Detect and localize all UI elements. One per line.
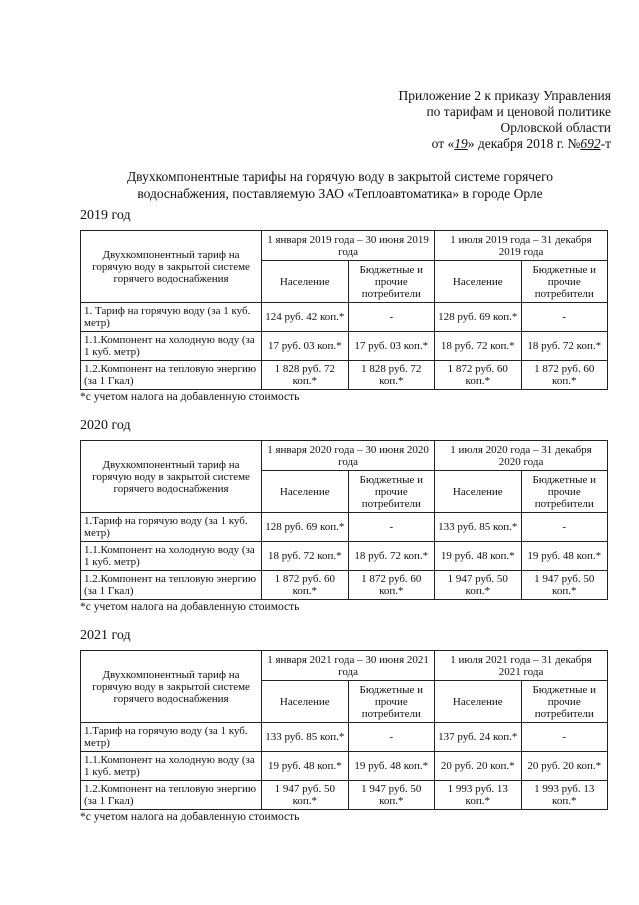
cell-value: 1 872 руб. 60 коп.*	[435, 361, 521, 390]
table-row	[81, 723, 608, 752]
table-row	[81, 781, 608, 810]
cell-value: 1 993 руб. 13 коп.*	[435, 781, 521, 810]
cell-value: 124 руб. 42 коп.*	[262, 303, 348, 332]
tariff-table	[80, 440, 608, 600]
cell-value: 19 руб. 48 коп.*	[521, 542, 608, 571]
vat-footnote: *с учетом налога на добавленную стоимость	[80, 391, 300, 403]
period-2-header: 1 июля 2021 года – 31 декабря 2021 года	[435, 651, 608, 681]
title-line-1: Двухкомпонентные тарифы на горячую воду в закрытой системе горячего	[126, 169, 554, 184]
budget-header: Бюджетные и прочие потребители	[348, 261, 434, 303]
budget-header: Бюджетные и прочие потребители	[521, 681, 608, 723]
table-row	[81, 752, 608, 781]
period-2-header: 1 июля 2019 года – 31 декабря 2019 года	[435, 231, 608, 261]
desc-header: Двухкомпонентный тариф на горячую воду в закрытой системе горячего водоснабжения	[81, 441, 262, 513]
table-row	[81, 542, 608, 571]
cell-value: 1 947 руб. 50 коп.*	[348, 781, 434, 810]
population-header: Население	[435, 261, 521, 303]
cell-value: 20 руб. 20 коп.*	[435, 752, 521, 781]
budget-header: Бюджетные и прочие потребители	[521, 261, 608, 303]
cell-value: 1 828 руб. 72 коп.*	[348, 361, 434, 390]
budget-header: Бюджетные и прочие потребители	[348, 681, 434, 723]
period-1-header: 1 января 2019 года – 30 июня 2019 года	[262, 231, 435, 261]
table-row	[81, 303, 608, 332]
population-header: Население	[262, 261, 348, 303]
appendix-line-2: по тарифам и ценовой политике	[426, 104, 611, 119]
cell-value: -	[521, 723, 608, 752]
row-label: 1.1.Компонент на холодную воду (за 1 куб. метр)	[81, 542, 262, 571]
table-row	[81, 361, 608, 390]
row-label: 1.2.Компонент на тепловую энергию (за 1 Гкал)	[81, 781, 262, 810]
appendix-date-line	[398, 136, 611, 152]
cell-value: 133 руб. 85 коп.*	[435, 513, 521, 542]
cell-value: -	[521, 303, 608, 332]
desc-header: Двухкомпонентный тариф на горячую воду в закрытой системе горячего водоснабжения	[81, 231, 262, 303]
row-label: 1.Тариф на горячую воду (за 1 куб. метр)	[81, 513, 262, 542]
table-row	[81, 571, 608, 600]
cell-value: 17 руб. 03 коп.*	[348, 332, 434, 361]
cell-value: 18 руб. 72 коп.*	[262, 542, 348, 571]
budget-header: Бюджетные и прочие потребители	[521, 471, 608, 513]
cell-value: 19 руб. 48 коп.*	[262, 752, 348, 781]
order-number-handwritten: 692	[580, 136, 601, 151]
population-header: Население	[435, 471, 521, 513]
cell-value: 1 947 руб. 50 коп.*	[435, 571, 521, 600]
row-label: 1.2.Компонент на тепловую энергию (за 1 Гкал)	[81, 361, 262, 390]
population-header: Население	[262, 681, 348, 723]
date-day-handwritten: 19	[454, 136, 468, 151]
period-2-header: 1 июля 2020 года – 31 декабря 2020 года	[435, 441, 608, 471]
budget-header: Бюджетные и прочие потребители	[348, 471, 434, 513]
year-block-2019	[80, 208, 610, 404]
cell-value: 1 872 руб. 60 коп.*	[521, 361, 608, 390]
cell-value: 17 руб. 03 коп.*	[262, 332, 348, 361]
cell-value: 18 руб. 72 коп.*	[435, 332, 521, 361]
year-block-2021	[80, 628, 610, 824]
table-row	[81, 332, 608, 361]
document-title	[90, 168, 590, 202]
appendix-line-3: Орловской области	[500, 120, 611, 135]
population-header: Население	[435, 681, 521, 723]
appendix-line-1: Приложение 2 к приказу Управления	[398, 88, 611, 103]
cell-value: 19 руб. 48 коп.*	[435, 542, 521, 571]
cell-value: -	[348, 303, 434, 332]
appendix-header	[398, 88, 611, 152]
title-line-2: водоснабжения, поставляемую ЗАО «Теплоавтоматика» в городе Орле	[137, 186, 543, 201]
row-label: 1.2.Компонент на тепловую энергию (за 1 Гкал)	[81, 571, 262, 600]
period-1-header: 1 января 2020 года – 30 июня 2020 года	[262, 441, 435, 471]
row-label: 1. Тариф на горячую воду (за 1 куб. метр)	[81, 303, 262, 332]
cell-value: 1 993 руб. 13 коп.*	[521, 781, 608, 810]
cell-value: 19 руб. 48 коп.*	[348, 752, 434, 781]
cell-value: 1 947 руб. 50 коп.*	[262, 781, 348, 810]
year-block-2020	[80, 418, 610, 614]
vat-footnote: *с учетом налога на добавленную стоимость	[80, 811, 300, 823]
period-1-header: 1 января 2021 года – 30 июня 2021 года	[262, 651, 435, 681]
cell-value: 18 руб. 72 коп.*	[521, 332, 608, 361]
cell-value: -	[348, 513, 434, 542]
cell-value: 1 872 руб. 60 коп.*	[262, 571, 348, 600]
vat-footnote: *с учетом налога на добавленную стоимость	[80, 601, 300, 613]
date-middle: » декабря 2018 г. №	[467, 136, 581, 151]
cell-value: -	[521, 513, 608, 542]
date-prefix: от «	[431, 136, 455, 151]
tariff-table	[80, 650, 608, 810]
cell-value: 128 руб. 69 коп.*	[435, 303, 521, 332]
row-label: 1.Тариф на горячую воду (за 1 куб. метр)	[81, 723, 262, 752]
row-label: 1.1.Компонент на холодную воду (за 1 куб. метр)	[81, 752, 262, 781]
cell-value: 1 947 руб. 50 коп.*	[521, 571, 608, 600]
cell-value: 133 руб. 85 коп.*	[262, 723, 348, 752]
tariff-table	[80, 230, 608, 390]
cell-value: 20 руб. 20 коп.*	[521, 752, 608, 781]
date-suffix: -т	[600, 136, 611, 151]
table-row	[81, 513, 608, 542]
year-heading: 2021 год	[80, 628, 131, 643]
year-heading: 2020 год	[80, 418, 131, 433]
row-label: 1.1.Компонент на холодную воду (за 1 куб. метр)	[81, 332, 262, 361]
desc-header: Двухкомпонентный тариф на горячую воду в закрытой системе горячего водоснабжения	[81, 651, 262, 723]
cell-value: 1 872 руб. 60 коп.*	[348, 571, 434, 600]
cell-value: 18 руб. 72 коп.*	[348, 542, 434, 571]
population-header: Население	[262, 471, 348, 513]
year-heading: 2019 год	[80, 208, 131, 223]
cell-value: 1 828 руб. 72 коп.*	[262, 361, 348, 390]
cell-value: 128 руб. 69 коп.*	[262, 513, 348, 542]
cell-value: -	[348, 723, 434, 752]
cell-value: 137 руб. 24 коп.*	[435, 723, 521, 752]
